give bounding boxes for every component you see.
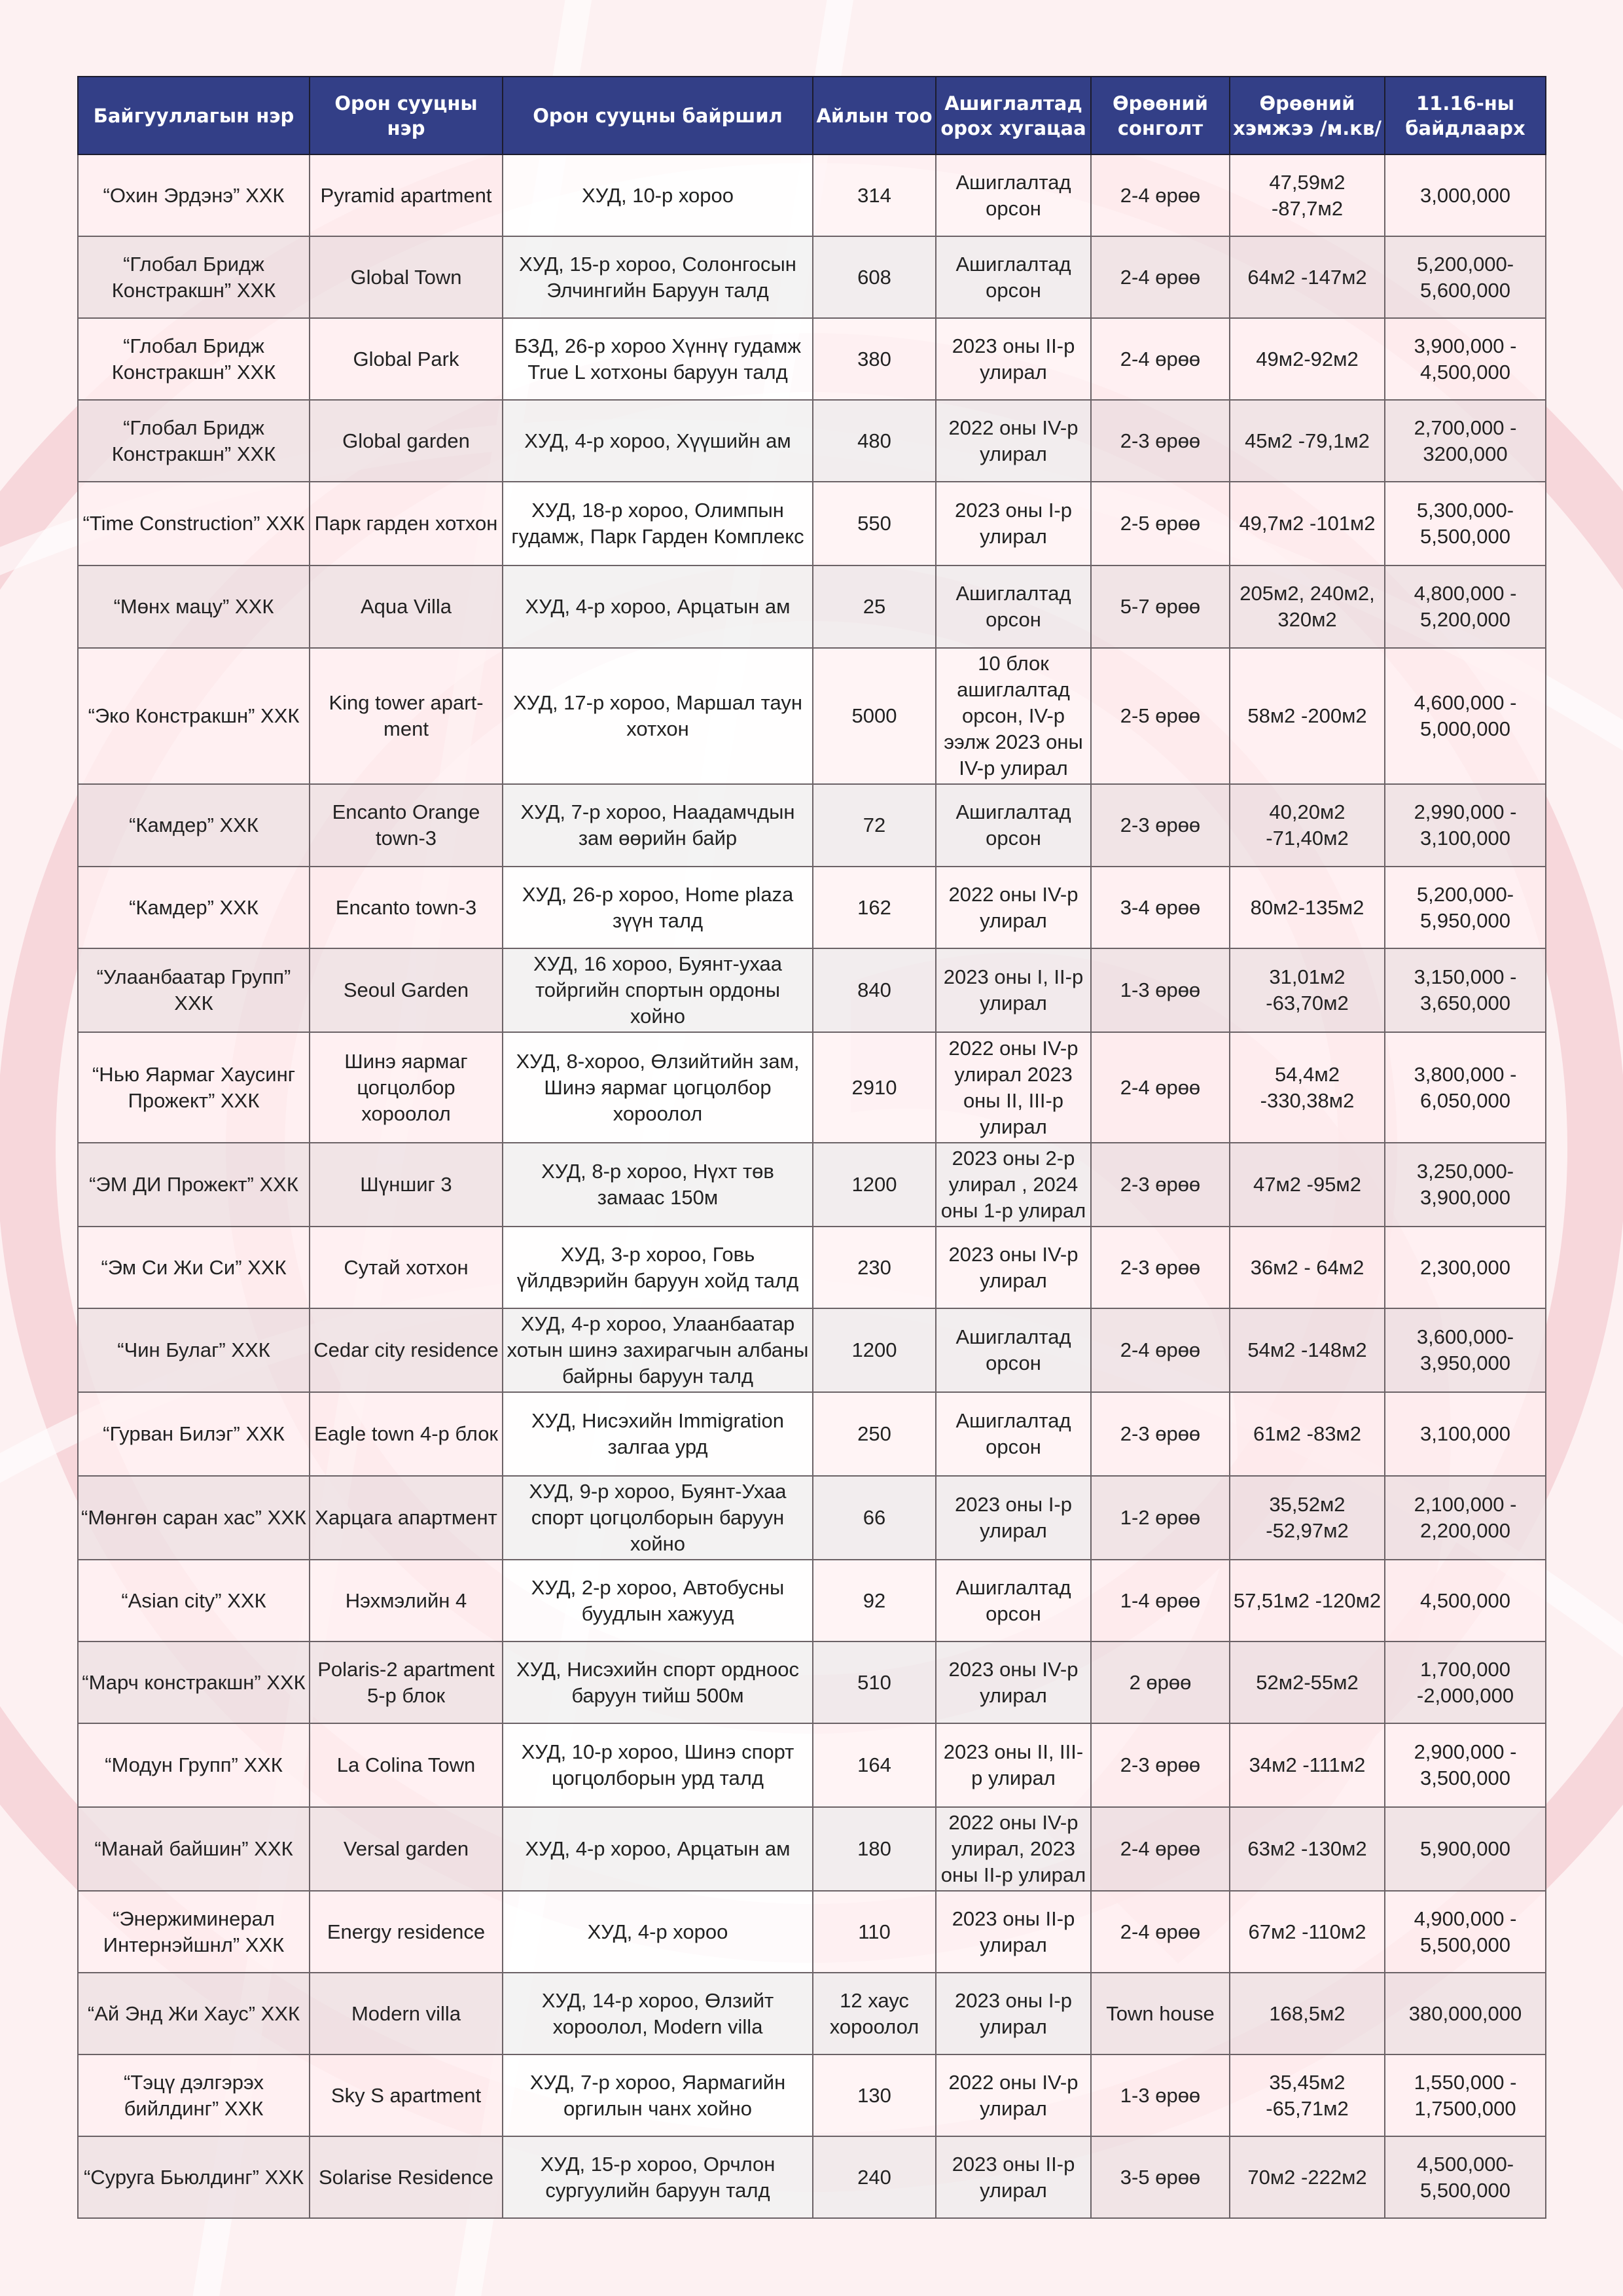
header-commissioning-date: Ашиглалтад орох хугацаа [936,77,1091,154]
cell-household-count: 110 [813,1891,936,1973]
cell-room-options: 1-2 өрөө [1091,1476,1230,1560]
table-row [78,1227,1546,1308]
cell-organization-name: “ЭМ ДИ Прожект” ХХК [78,1143,310,1227]
cell-organization-name: “Энержиминерал Интернэйшнл” ХХК [78,1891,310,1973]
cell-apartment-location: ХУД, 15-р хороо, Орчлон сургуулийн баруун талд [503,2136,813,2218]
cell-room-size: 47,59м2 -87,7м2 [1230,154,1385,236]
cell-apartment-name: Pyramid apartment [310,154,503,236]
table-row [78,482,1546,565]
cell-organization-name: “Глобал Бридж Констракшн” ХХК [78,318,310,400]
cell-household-count: 164 [813,1723,936,1807]
cell-household-count: 72 [813,784,936,867]
cell-commissioning-date: Ашиглалтад орсон [936,236,1091,318]
cell-commissioning-date: 2022 оны IV-р улирал 2023 оны II, III-р улирал [936,1032,1091,1143]
cell-apartment-location: ХУД, 10-р хороо, Шинэ спорт цогцолборын урд талд [503,1723,813,1807]
cell-apartment-name: Aqua Villa [310,565,503,648]
table-row [78,1143,1546,1227]
cell-commissioning-date: 10 блок ашиглалтад орсон, IV-р ээлж 2023 оны IV-р улирал [936,648,1091,784]
cell-commissioning-date: 2022 оны IV-р улирал [936,2054,1091,2136]
cell-organization-name: “Глобал Бридж Констракшн” ХХК [78,400,310,482]
cell-price: 2,300,000 [1385,1227,1546,1308]
cell-apartment-name: Sky S apartment [310,2054,503,2136]
cell-room-options: 2 өрөө [1091,1641,1230,1723]
cell-household-count: 550 [813,482,936,565]
cell-commissioning-date: 2023 оны I-р улирал [936,482,1091,565]
cell-household-count: 92 [813,1560,936,1641]
cell-price: 3,250,000- 3,900,000 [1385,1143,1546,1227]
cell-household-count: 840 [813,948,936,1032]
cell-apartment-location: ХУД, Нисэхийн спорт ордноос баруун тийш 500м [503,1641,813,1723]
cell-apartment-location: ХУД, 4-р хороо, Хүүшийн ам [503,400,813,482]
table-row [78,2136,1546,2218]
table-row [78,1723,1546,1807]
cell-room-size: 34м2 -111м2 [1230,1723,1385,1807]
header-room-options: Өрөөний сонголт [1091,77,1230,154]
cell-room-size: 54,4м2 -330,38м2 [1230,1032,1385,1143]
cell-apartment-name: La Colina Town [310,1723,503,1807]
cell-apartment-location: ХУД, 8-р хороо, Нүхт төв замаас 150м [503,1143,813,1227]
cell-room-options: 2-3 өрөө [1091,1227,1230,1308]
cell-apartment-location: ХУД, 4-р хороо [503,1891,813,1973]
table-row [78,1308,1546,1392]
cell-price: 2,700,000 - 3200,000 [1385,400,1546,482]
cell-commissioning-date: Ашиглалтад орсон [936,565,1091,648]
cell-household-count: 12 хаус хороолол [813,1973,936,2054]
cell-commissioning-date: Ашиглалтад орсон [936,784,1091,867]
cell-room-options: 2-4 өрөө [1091,318,1230,400]
cell-room-options: 2-3 өрөө [1091,1143,1230,1227]
table-row [78,1807,1546,1891]
cell-apartment-name: Шинэ яармаг цогцолбор хороолол [310,1032,503,1143]
cell-apartment-name: Encanto Orange town-3 [310,784,503,867]
cell-room-size: 35,45м2 -65,71м2 [1230,2054,1385,2136]
cell-price: 380,000,000 [1385,1973,1546,2054]
cell-room-options: 2-4 өрөө [1091,1032,1230,1143]
cell-apartment-name: Global Park [310,318,503,400]
cell-organization-name: “Мөнгөн саран хас” ХХК [78,1476,310,1560]
cell-household-count: 2910 [813,1032,936,1143]
cell-room-options: 2-3 өрөө [1091,1392,1230,1476]
cell-price: 3,000,000 [1385,154,1546,236]
cell-household-count: 25 [813,565,936,648]
cell-commissioning-date: 2023 оны II-р улирал [936,318,1091,400]
cell-organization-name: “Чин Булаг” ХХК [78,1308,310,1392]
cell-room-options: 1-3 өрөө [1091,2054,1230,2136]
cell-commissioning-date: 2023 оны I-р улирал [936,1973,1091,2054]
cell-commissioning-date: Ашиглалтад орсон [936,1308,1091,1392]
cell-apartment-location: ХУД, 10-р хороо [503,154,813,236]
table-row [78,318,1546,400]
cell-commissioning-date: 2023 оны IV-р улирал [936,1227,1091,1308]
cell-price: 5,900,000 [1385,1807,1546,1891]
cell-room-options: 1-3 өрөө [1091,948,1230,1032]
cell-apartment-name: Versal garden [310,1807,503,1891]
table-row [78,1973,1546,2054]
cell-room-options: Town house [1091,1973,1230,2054]
cell-commissioning-date: 2022 оны IV-р улирал [936,400,1091,482]
cell-apartment-name: Нэхмэлийн 4 [310,1560,503,1641]
cell-apartment-name: Парк гарден хотхон [310,482,503,565]
cell-room-options: 2-4 өрөө [1091,1308,1230,1392]
table-row [78,867,1546,948]
cell-organization-name: “Мөнх мацу” ХХК [78,565,310,648]
cell-room-options: 3-4 өрөө [1091,867,1230,948]
cell-organization-name: “Time Construction” ХХК [78,482,310,565]
header-organization-name: Байгууллагын нэр [78,77,310,154]
cell-room-size: 58м2 -200м2 [1230,648,1385,784]
cell-apartment-name: Energy residence [310,1891,503,1973]
cell-organization-name: “Марч констракшн” ХХК [78,1641,310,1723]
table-row [78,648,1546,784]
cell-room-size: 70м2 -222м2 [1230,2136,1385,2218]
cell-room-options: 2-5 өрөө [1091,482,1230,565]
cell-household-count: 130 [813,2054,936,2136]
cell-room-size: 61м2 -83м2 [1230,1392,1385,1476]
cell-household-count: 314 [813,154,936,236]
cell-commissioning-date: 2023 оны IV-р улирал [936,1641,1091,1723]
cell-apartment-location: ХУД, 2-р хороо, Автобусны буудлын хажууд [503,1560,813,1641]
table-row [78,1641,1546,1723]
cell-apartment-name: Global garden [310,400,503,482]
cell-price: 3,600,000- 3,950,000 [1385,1308,1546,1392]
cell-commissioning-date: 2023 оны I, II-р улирал [936,948,1091,1032]
cell-room-size: 36м2 - 64м2 [1230,1227,1385,1308]
cell-apartment-name: Polaris-2 apartment 5-р блок [310,1641,503,1723]
cell-apartment-location: ХУД, 4-р хороо, Арцатын ам [503,565,813,648]
cell-household-count: 380 [813,318,936,400]
cell-room-options: 2-3 өрөө [1091,400,1230,482]
cell-apartment-location: ХУД, 17-р хороо, Маршал таун хотхон [503,648,813,784]
cell-price: 4,800,000 - 5,200,000 [1385,565,1546,648]
cell-room-options: 2-3 өрөө [1091,1723,1230,1807]
cell-room-size: 49,7м2 -101м2 [1230,482,1385,565]
table-row [78,948,1546,1032]
cell-household-count: 5000 [813,648,936,784]
cell-apartment-location: ХУД, 18-р хороо, Олимпын гудамж, Парк Гарден Комплекс [503,482,813,565]
cell-commissioning-date: 2023 оны II-р улирал [936,1891,1091,1973]
cell-price: 5,200,000- 5,600,000 [1385,236,1546,318]
cell-price: 1,700,000 -2,000,000 [1385,1641,1546,1723]
cell-room-options: 2-5 өрөө [1091,648,1230,784]
cell-commissioning-date: 2023 оны I-р улирал [936,1476,1091,1560]
cell-commissioning-date: 2023 оны 2-р улирал , 2024 оны 1-р улирал [936,1143,1091,1227]
cell-price: 4,900,000 - 5,500,000 [1385,1891,1546,1973]
cell-organization-name: “Манай байшин” ХХК [78,1807,310,1891]
cell-apartment-name: Encanto town-3 [310,867,503,948]
cell-room-options: 3-5 өрөө [1091,2136,1230,2218]
cell-room-size: 49м2-92м2 [1230,318,1385,400]
cell-room-options: 2-4 өрөө [1091,236,1230,318]
cell-apartment-name: Seoul Garden [310,948,503,1032]
cell-apartment-name: Cedar city residence [310,1308,503,1392]
table-row [78,1891,1546,1973]
cell-room-options: 1-4 өрөө [1091,1560,1230,1641]
cell-household-count: 1200 [813,1308,936,1392]
cell-apartment-location: ХУД, 8-хороо, Өлзийтийн зам, Шинэ яармаг цогцолбор хороолол [503,1032,813,1143]
table-row [78,2054,1546,2136]
cell-apartment-location: ХУД, 15-р хороо, Солонгосын Элчингийн Баруун талд [503,236,813,318]
header-household-count: Айлын тоо [813,77,936,154]
table-row [78,565,1546,648]
cell-apartment-location: ХУД, 14-р хороо, Өлзийт хороолол, Modern villa [503,1973,813,2054]
cell-apartment-location: ХУД, 3-р хороо, Говь үйлдвэрийн баруун хойд талд [503,1227,813,1308]
cell-room-size: 35,52м2 -52,97м2 [1230,1476,1385,1560]
cell-organization-name: “Тэцү дэлгэрэх бийлдинг” ХХК [78,2054,310,2136]
cell-organization-name: “Asian city” ХХК [78,1560,310,1641]
header-apartment-location: Орон сууцны байршил [503,77,813,154]
cell-room-options: 5-7 өрөө [1091,565,1230,648]
cell-room-size: 57,51м2 -120м2 [1230,1560,1385,1641]
cell-household-count: 240 [813,2136,936,2218]
cell-room-options: 2-4 өрөө [1091,154,1230,236]
cell-organization-name: “Нью Яармаг Хаусинг Прожект” ХХК [78,1032,310,1143]
cell-apartment-name: Modern villa [310,1973,503,2054]
table-row [78,784,1546,867]
cell-room-size: 64м2 -147м2 [1230,236,1385,318]
cell-commissioning-date: Ашиглалтад орсон [936,154,1091,236]
cell-price: 4,500,000- 5,500,000 [1385,2136,1546,2218]
cell-room-size: 45м2 -79,1м2 [1230,400,1385,482]
table-row [78,1032,1546,1143]
cell-commissioning-date: Ашиглалтад орсон [936,1392,1091,1476]
cell-room-options: 2-4 өрөө [1091,1891,1230,1973]
cell-price: 3,800,000 - 6,050,000 [1385,1032,1546,1143]
cell-room-size: 63м2 -130м2 [1230,1807,1385,1891]
cell-household-count: 162 [813,867,936,948]
cell-organization-name: “Суруга Бьюлдинг” ХХК [78,2136,310,2218]
cell-organization-name: “Эм Си Жи Си” ХХК [78,1227,310,1308]
cell-price: 4,500,000 [1385,1560,1546,1641]
cell-room-size: 80м2-135м2 [1230,867,1385,948]
cell-room-options: 2-4 өрөө [1091,1807,1230,1891]
cell-price: 4,600,000 - 5,000,000 [1385,648,1546,784]
cell-household-count: 510 [813,1641,936,1723]
cell-room-size: 47м2 -95м2 [1230,1143,1385,1227]
cell-price: 3,150,000 - 3,650,000 [1385,948,1546,1032]
cell-price: 3,100,000 [1385,1392,1546,1476]
cell-apartment-location: ХУД, 16 хороо, Буянт-ухаа тойргийн спортын ордоны хойно [503,948,813,1032]
cell-organization-name: “Камдер” ХХК [78,867,310,948]
cell-apartment-location: ХУД, 7-р хороо, Наадамчдын зам өөрийн байр [503,784,813,867]
cell-organization-name: “Ай Энд Жи Хаус” ХХК [78,1973,310,2054]
cell-price: 2,900,000 - 3,500,000 [1385,1723,1546,1807]
table-row [78,1392,1546,1476]
cell-commissioning-date: 2022 оны IV-р улирал [936,867,1091,948]
cell-commissioning-date: Ашиглалтад орсон [936,1560,1091,1641]
cell-organization-name: “Улаанбаатар Групп” ХХК [78,948,310,1032]
cell-commissioning-date: 2022 оны IV-р улирал, 2023 оны II-р улирал [936,1807,1091,1891]
cell-apartment-location: ХУД, 4-р хороо, Арцатын ам [503,1807,813,1891]
cell-price: 3,900,000 - 4,500,000 [1385,318,1546,400]
cell-organization-name: “Модун Групп” ХХК [78,1723,310,1807]
cell-room-size: 67м2 -110м2 [1230,1891,1385,1973]
cell-household-count: 66 [813,1476,936,1560]
cell-household-count: 608 [813,236,936,318]
cell-room-size: 54м2 -148м2 [1230,1308,1385,1392]
cell-apartment-name: King tower apart-ment [310,648,503,784]
header-room-size: Өрөөний хэмжээ /м.кв/ [1230,77,1385,154]
cell-household-count: 180 [813,1807,936,1891]
cell-apartment-location: БЗД, 26-р хороо Хүннү гудамж True L хотхоны баруун талд [503,318,813,400]
cell-apartment-location: ХУД, 26-р хороо, Home plaza зүүн талд [503,867,813,948]
cell-apartment-location: ХУД, 4-р хороо, Улаанбаатар хотын шинэ захирагчын албаны байрны баруун талд [503,1308,813,1392]
cell-household-count: 230 [813,1227,936,1308]
cell-room-size: 40,20м2 -71,40м2 [1230,784,1385,867]
cell-apartment-location: ХУД, 7-р хороо, Яармагийн оргилын чанх хойно [503,2054,813,2136]
table-row [78,1560,1546,1641]
cell-price: 5,200,000- 5,950,000 [1385,867,1546,948]
cell-room-size: 205м2, 240м2, 320м2 [1230,565,1385,648]
cell-commissioning-date: 2023 оны II, III-р улирал [936,1723,1091,1807]
table-header-row [78,77,1546,154]
cell-commissioning-date: 2023 оны II-р улирал [936,2136,1091,2218]
cell-price: 5,300,000- 5,500,000 [1385,482,1546,565]
cell-apartment-location: ХУД, 9-р хороо, Буянт-Ухаа спорт цогцолборын баруун хойно [503,1476,813,1560]
cell-household-count: 480 [813,400,936,482]
cell-apartment-name: Global Town [310,236,503,318]
cell-room-options: 2-3 өрөө [1091,784,1230,867]
cell-apartment-name: Solarise Residence [310,2136,503,2218]
cell-organization-name: “Гурван Билэг” ХХК [78,1392,310,1476]
cell-price: 1,550,000 - 1,7500,000 [1385,2054,1546,2136]
cell-room-size: 31,01м2 -63,70м2 [1230,948,1385,1032]
cell-price: 2,990,000 - 3,100,000 [1385,784,1546,867]
cell-household-count: 1200 [813,1143,936,1227]
cell-organization-name: “Глобал Бридж Констракшн” ХХК [78,236,310,318]
cell-apartment-name: Сутай хотхон [310,1227,503,1308]
cell-room-size: 168,5м2 [1230,1973,1385,2054]
cell-household-count: 250 [813,1392,936,1476]
cell-organization-name: “Охин Эрдэнэ” ХХК [78,154,310,236]
table-row [78,154,1546,236]
cell-organization-name: “Камдер” ХХК [78,784,310,867]
cell-apartment-name: Eagle town 4-р блок [310,1392,503,1476]
housing-table-container [77,76,1545,2219]
cell-organization-name: “Эко Констракшн” ХХК [78,648,310,784]
table-row [78,236,1546,318]
cell-apartment-name: Харцага апартмент [310,1476,503,1560]
table-row [78,400,1546,482]
cell-apartment-name: Шүншиг 3 [310,1143,503,1227]
cell-room-size: 52м2-55м2 [1230,1641,1385,1723]
housing-table [77,76,1546,2219]
header-apartment-name: Орон сууцны нэр [310,77,503,154]
cell-price: 2,100,000 - 2,200,000 [1385,1476,1546,1560]
cell-apartment-location: ХУД, Нисэхийн Immigration залгаа урд [503,1392,813,1476]
table-row [78,1476,1546,1560]
header-price: 11.16-ны байдлаарх [1385,77,1546,154]
